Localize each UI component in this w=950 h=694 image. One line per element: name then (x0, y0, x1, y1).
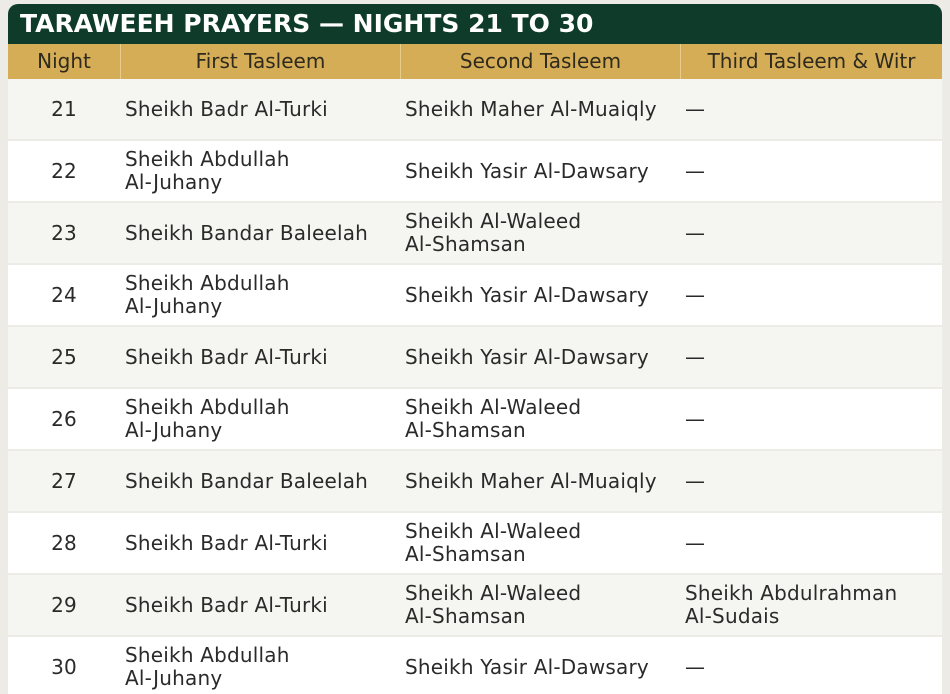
first-tasleem-cell (120, 575, 400, 635)
reciter-name-line: Sheikh Al-Waleed (405, 519, 582, 543)
reciter-name-line: Sheikh Yasir Al-Dawsary (405, 158, 649, 183)
title-bar (8, 4, 942, 44)
reciter-name-line: — (685, 530, 706, 555)
reciter-name-line: Sheikh Al-Waleed (405, 395, 582, 419)
reciter-name-line: Sheikh Yasir Al-Dawsary (405, 654, 649, 679)
night-number: 24 (51, 282, 77, 307)
reciter-name-line: Sheikh Badr Al-Turki (125, 96, 328, 121)
reciter-name-line: — (685, 654, 706, 679)
night-number: 29 (51, 592, 77, 617)
reciter-name-line: Sheikh Abdullah (125, 147, 290, 171)
table-row (8, 327, 942, 387)
first-tasleem-cell (120, 203, 400, 263)
reciter-name-line: Sheikh Maher Al-Muaiqly (405, 468, 657, 493)
table-row (8, 265, 942, 325)
first-tasleem-cell (120, 79, 400, 139)
reciter-name-line: Al-Juhany (125, 666, 223, 690)
reciter-name-line: Sheikh Abdullah (125, 643, 290, 667)
table-body (8, 79, 942, 694)
reciter-name-line: — (685, 158, 706, 183)
column-header-third-tasleem-witr: Third Tasleem & Witr (680, 44, 942, 79)
reciter-name-line: Al-Shamsan (405, 542, 526, 566)
night-number: 23 (51, 220, 77, 245)
first-tasleem-cell (120, 389, 400, 449)
first-tasleem-cell (120, 265, 400, 325)
second-tasleem-cell (400, 513, 680, 573)
third-tasleem-witr-cell (680, 451, 942, 511)
table-row (8, 389, 942, 449)
third-tasleem-witr-cell (680, 575, 942, 635)
reciter-name-line: Al-Sudais (685, 604, 780, 628)
reciter-name-line: Sheikh Badr Al-Turki (125, 344, 328, 369)
first-tasleem-cell (120, 513, 400, 573)
first-tasleem-cell (120, 637, 400, 694)
night-number: 28 (51, 530, 77, 555)
column-header-second-tasleem: Second Tasleem (400, 44, 680, 79)
second-tasleem-cell (400, 637, 680, 694)
reciter-name-line: Al-Shamsan (405, 604, 526, 628)
reciter-name-line: Al-Juhany (125, 418, 223, 442)
second-tasleem-cell (400, 265, 680, 325)
reciter-name-line: Sheikh Abdulrahman (685, 581, 898, 605)
reciter-name-line: Sheikh Badr Al-Turki (125, 530, 328, 555)
night-number: 21 (51, 96, 77, 121)
third-tasleem-witr-cell (680, 327, 942, 387)
second-tasleem-cell (400, 203, 680, 263)
reciter-name-line: — (685, 344, 706, 369)
reciter-name-line: Sheikh Badr Al-Turki (125, 592, 328, 617)
third-tasleem-witr-cell (680, 203, 942, 263)
night-number: 25 (51, 344, 77, 369)
night-number: 30 (51, 654, 77, 679)
night-number: 22 (51, 158, 77, 183)
reciter-name-line: Sheikh Yasir Al-Dawsary (405, 344, 649, 369)
third-tasleem-witr-cell (680, 637, 942, 694)
reciter-name-line: Sheikh Bandar Baleelah (125, 468, 369, 493)
reciter-name-line: — (685, 282, 706, 307)
column-header-night: Night (37, 49, 91, 73)
third-tasleem-witr-cell (680, 265, 942, 325)
second-tasleem-cell (400, 327, 680, 387)
table-row (8, 637, 942, 694)
reciter-name-line: Sheikh Abdullah (125, 271, 290, 295)
table-header (8, 44, 942, 79)
table-row (8, 203, 942, 263)
reciter-name-line: Sheikh Al-Waleed (405, 581, 582, 605)
reciter-name-line: — (685, 406, 706, 431)
column-header-first-tasleem: First Tasleem (120, 44, 400, 79)
night-number: 27 (51, 468, 77, 493)
reciter-name-line: Sheikh Al-Waleed (405, 209, 582, 233)
first-tasleem-cell (120, 141, 400, 201)
table-row (8, 79, 942, 139)
third-tasleem-witr-cell (680, 389, 942, 449)
third-tasleem-witr-cell (680, 79, 942, 139)
second-tasleem-cell (400, 141, 680, 201)
second-tasleem-cell (400, 451, 680, 511)
reciter-name-line: Sheikh Yasir Al-Dawsary (405, 282, 649, 307)
reciter-name-line: Sheikh Abdullah (125, 395, 290, 419)
third-tasleem-witr-cell (680, 141, 942, 201)
first-tasleem-cell (120, 451, 400, 511)
reciter-name-line: Al-Juhany (125, 170, 223, 194)
page-title: TARAWEEH PRAYERS — NIGHTS 21 TO 30 (20, 9, 594, 38)
reciter-name-line: Al-Shamsan (405, 232, 526, 256)
reciter-name-line: Al-Juhany (125, 294, 223, 318)
table-row (8, 141, 942, 201)
second-tasleem-cell (400, 389, 680, 449)
table-row (8, 575, 942, 635)
reciter-name-line: Sheikh Bandar Baleelah (125, 220, 369, 245)
table-row (8, 451, 942, 511)
second-tasleem-cell (400, 575, 680, 635)
third-tasleem-witr-cell (680, 513, 942, 573)
second-tasleem-cell (400, 79, 680, 139)
reciter-name-line: Al-Shamsan (405, 418, 526, 442)
reciter-name-line: Sheikh Maher Al-Muaiqly (405, 96, 657, 121)
reciter-name-line: — (685, 96, 706, 121)
reciter-name-line: — (685, 220, 706, 245)
reciter-name-line: — (685, 468, 706, 493)
first-tasleem-cell (120, 327, 400, 387)
table-row (8, 513, 942, 573)
night-number: 26 (51, 406, 77, 431)
